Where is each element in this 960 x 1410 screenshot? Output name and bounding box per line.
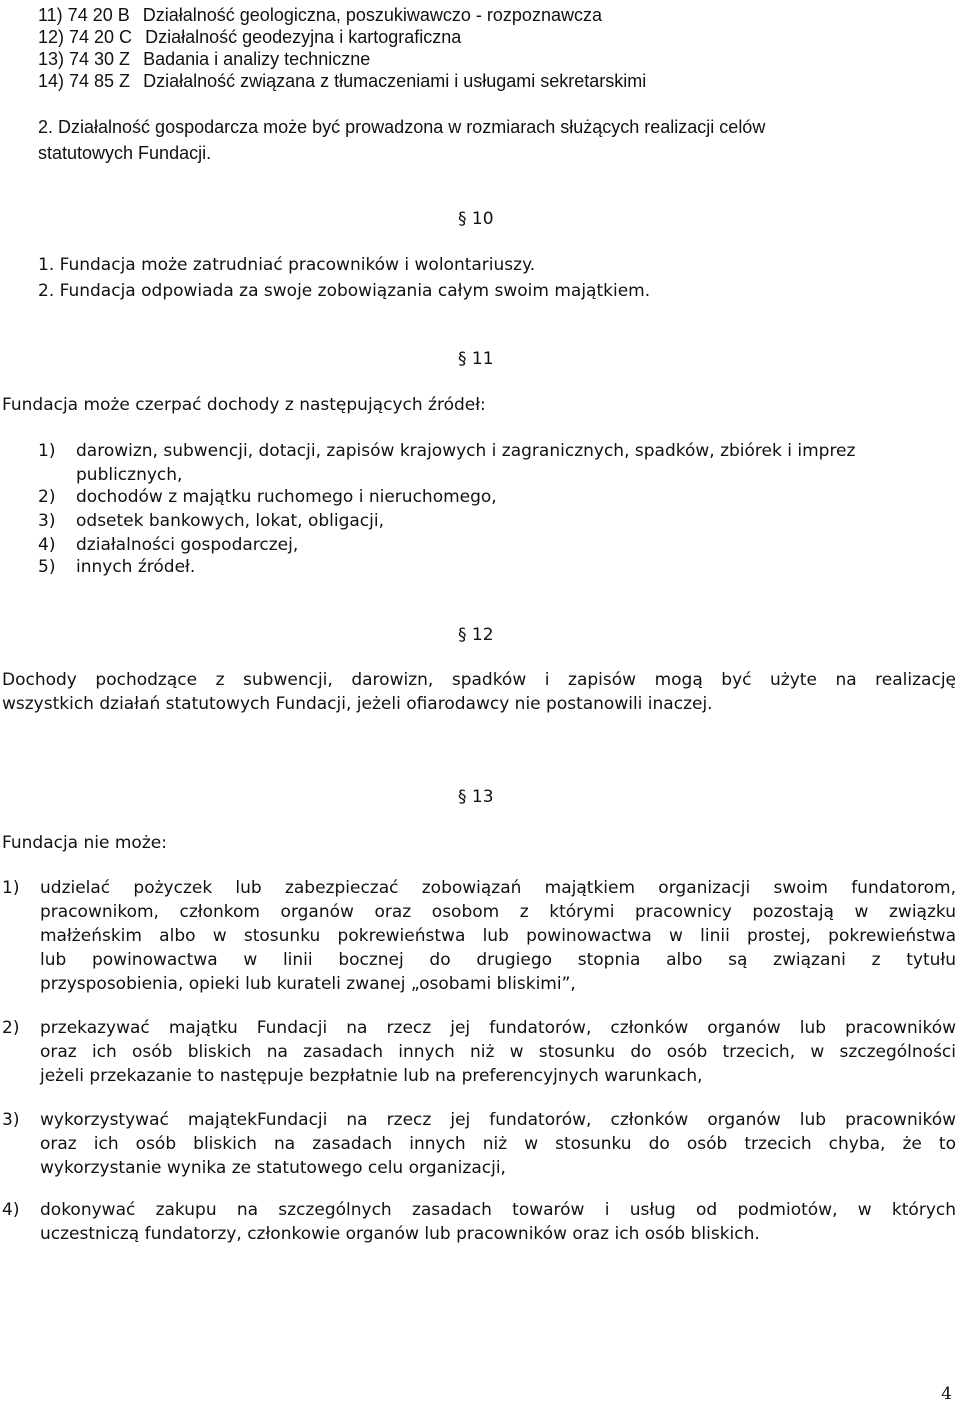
item-line: lub powinowactwa w linii bocznej do drugiego stopnia albo są związani z tytułu	[40, 950, 956, 970]
item-text	[40, 1108, 956, 1180]
item-text: działalności gospodarczej,	[76, 535, 299, 555]
item-text: dochodów z majątku ruchomego i nieruchomego,	[76, 487, 497, 507]
section-heading: § 10	[458, 209, 494, 229]
item-number: 2)	[2, 1018, 20, 1038]
item-line: uczestniczą fundatorzy, członkowie organów lub pracowników oraz ich osób bliskich.	[40, 1224, 760, 1244]
item-number: 2)	[38, 487, 56, 507]
activity-list-item	[38, 4, 602, 26]
item-line: pracownikom, członkom organów oraz osobom z którymi pracownicy pozostają w związku	[40, 902, 956, 922]
item-number: 4)	[38, 535, 56, 555]
income-source-item	[38, 440, 856, 462]
item-line: oraz ich osób bliskich na zasadach innych niż w stosunku do osób trzecich chyba, że to	[40, 1134, 956, 1154]
activity-code: 11) 74 20 B	[38, 5, 130, 25]
item-number: 1)	[2, 878, 20, 898]
item-line: przysposobienia, opieki lub kurateli zwanej „osobami bliskimi”,	[40, 974, 576, 994]
income-source-item	[38, 510, 385, 532]
item-number: 1)	[38, 441, 56, 461]
item-line: wykorzystywać majątekFundacji na rzecz jej fundatorów, członków organów lub pracowników	[40, 1110, 956, 1130]
paragraph-line: statutowych Fundacji.	[38, 143, 212, 163]
item-number: 3)	[2, 1110, 20, 1130]
paragraph-line: wszystkich działań statutowych Fundacji, jeżeli ofiarodawcy nie postanowili inaczej.	[2, 694, 713, 714]
item-line: przekazywać majątku Fundacji na rzecz jej fundatorów, członków organów lub pracowników	[40, 1018, 956, 1038]
item-line: oraz ich osób bliskich na zasadach innych niż w stosunku do osób trzecich, w szczególności	[40, 1042, 956, 1062]
section-intro: Fundacja nie może:	[2, 833, 167, 853]
item-text	[40, 1016, 956, 1088]
activity-code: 14) 74 85 Z	[38, 71, 131, 91]
page-number: 4	[941, 1384, 952, 1404]
item-line: dokonywać zakupu na szczególnych zasadach towarów i usług od podmiotów, w których	[40, 1200, 956, 1220]
item-text: darowizn, subwencji, dotacji, zapisów krajowych i zagranicznych, spadków, zbiórek i imprez	[76, 441, 856, 461]
item-number: 4)	[2, 1200, 20, 1220]
item-text-continuation: publicznych,	[76, 465, 183, 485]
activity-list-item	[38, 48, 370, 70]
income-source-item	[38, 486, 497, 508]
item-number: 5)	[38, 557, 56, 577]
income-source-item	[38, 534, 299, 556]
item-line: jeżeli przekazanie to następuje bezpłatnie lub na preferencyjnych warunkach,	[40, 1066, 703, 1086]
item-line: wykorzystanie wynika ze statutowego celu organizacji,	[40, 1158, 506, 1178]
activity-list-item	[38, 26, 461, 48]
item-number: 3)	[38, 511, 56, 531]
activity-text: Działalność geodezyjna i kartograficzna	[145, 27, 462, 47]
section-intro: Fundacja może czerpać dochody z następujących źródeł:	[2, 395, 486, 415]
item-line: udzielać pożyczek lub zabezpieczać zobowiązań majątkiem organizacji swoim fundatorom,	[40, 878, 956, 898]
activity-text: Działalność związana z tłumaczeniami i usługami sekretarskimi	[143, 71, 647, 91]
income-source-item	[38, 556, 196, 578]
section-heading: § 11	[458, 349, 494, 369]
section-paragraph	[2, 668, 956, 716]
item-text	[40, 1198, 956, 1246]
paragraph-line: Dochody pochodzące z subwencji, darowizn, spadków i zapisów mogą być użyte na realizację	[2, 670, 956, 690]
section-item: 2. Fundacja odpowiada za swoje zobowiązania całym swoim majątkiem.	[38, 281, 651, 301]
activity-text: Badania i analizy techniczne	[143, 49, 371, 69]
activity-list-item	[38, 70, 646, 92]
activity-text: Działalność geologiczna, poszukiwawczo - rozpoznawcza	[142, 5, 602, 25]
item-line: małżeńskim albo w stosunku pokrewieństwa lub powinowactwa w linii prostej, pokrewieństwa	[40, 926, 956, 946]
section-heading: § 13	[458, 787, 494, 807]
section-item: 1. Fundacja może zatrudniać pracowników i wolontariuszy.	[38, 255, 536, 275]
item-text: innych źródeł.	[76, 557, 196, 577]
paragraph-line: 2. Działalność gospodarcza może być prowadzona w rozmiarach służących realizacji celów	[38, 117, 766, 137]
section-heading: § 12	[458, 625, 494, 645]
item-text: odsetek bankowych, lokat, obligacji,	[76, 511, 385, 531]
activity-code: 13) 74 30 Z	[38, 49, 131, 69]
item-text	[40, 876, 956, 996]
activity-code: 12) 74 20 C	[38, 27, 133, 47]
